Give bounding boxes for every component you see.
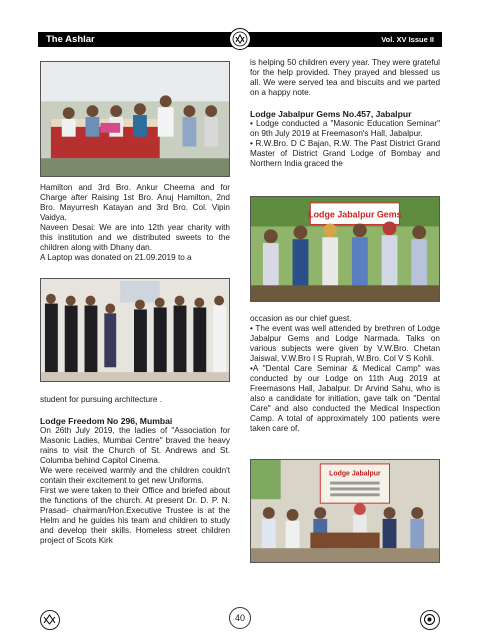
- paragraph: We were received warmly and the children couldn't contain their excitement to get new Uniforms.: [40, 466, 230, 486]
- paragraph: • The event was well attended by brethren of Lodge Jabalpur Gems and Lodge Narmada. Talks on various subjects were given by V.W.Bro. Chetan Jaiswal, V.W.Bro I S Ruprah, W.Bro. Col V S Kohli.: [250, 324, 440, 363]
- paragraph: is helping 50 children every year. They were grateful for the help provided. They prayed and blessed us all. We were served tea and biscuits and we parted on a happy note.: [250, 58, 440, 97]
- masonic-emblem-icon: [229, 28, 251, 50]
- left-footer-emblem-icon: [40, 610, 60, 630]
- section-heading-lodge-freedom: Lodge Freedom No 296, Mumbai: [40, 416, 173, 426]
- paragraph: • Lodge conducted a "Masonic Education Seminar" on 9th July 2019 at Freemason's Hall, Jabalpur.: [250, 119, 440, 139]
- section-heading-lodge-jabalpur: Lodge Jabalpur Gems No.457, Jabalpur: [250, 109, 412, 119]
- photo-dental-camp: [250, 459, 440, 563]
- right-column-block-1: [250, 58, 440, 169]
- page-number: 40: [229, 607, 251, 629]
- banner-text: Lodge Jabalpur Gems: [308, 209, 402, 220]
- right-footer-emblem-icon: [420, 610, 440, 630]
- issue-label: Vol. XV Issue II: [381, 35, 434, 44]
- photo-tree-planting: [250, 196, 440, 302]
- left-column-block-1: [40, 183, 230, 263]
- photo-seated-gathering: [40, 61, 230, 177]
- paragraph: A Laptop was donated on 21.09.2019 to a: [40, 253, 192, 262]
- left-column-block-2: [40, 395, 230, 546]
- paragraph: occasion as our chief guest.: [250, 314, 352, 323]
- paragraph: First we were taken to their Office and briefed about the functions of the church. At present Dr. D. P. N. Prasad- chairman/Hon.Executive Trustee is at the Helm and he guides his team and children to study and develop their skills. Homeless street children project of Scots Kirk: [40, 486, 230, 546]
- paragraph: Hamilton and 3rd Bro. Ankur Cheema and for Charge after Raising 1st Bro. Anuj Hamilton, 2nd Bro. Mayurresh Katayan and 3rd Bro. Col. Vipin Vaidya.: [40, 183, 230, 222]
- paragraph: • R.W.Bro. D C Bajan, R.W. The Past District Grand Master of District Grand Lodge of Bombay and Northern India graced the: [250, 139, 440, 169]
- photo-standing-group: [40, 278, 230, 382]
- banner-text: Lodge Jabalpur: [329, 470, 381, 478]
- paragraph: student for pursuing architecture .: [40, 395, 162, 404]
- paragraph: On 26th July 2019, the ladies of "Association for Masonic Ladies, Mumbai Centre" braved the heavy rains to visit the Church of St. Andrews and St. Columba behind Capitol Cinema.: [40, 426, 230, 466]
- magazine-title: The Ashlar: [46, 34, 95, 45]
- paragraph: •A "Dental Care Seminar & Medical Camp" was conducted by our Lodge on 11th Aug 2019 at Freemasons Hall, Jabalpur. Dr Arvind Sahu, who is also a candidate for initiation, gave talk on "Dental Care" and also conducted the Medical Inspection Camp. A total of approximately 100 patients were taken care of.: [250, 364, 440, 433]
- right-column-block-2: [250, 314, 440, 434]
- paragraph: Naveen Desai: We are into 12th year charity with this institution and we distributed sweets to the children along with Dhany dan.: [40, 223, 230, 252]
